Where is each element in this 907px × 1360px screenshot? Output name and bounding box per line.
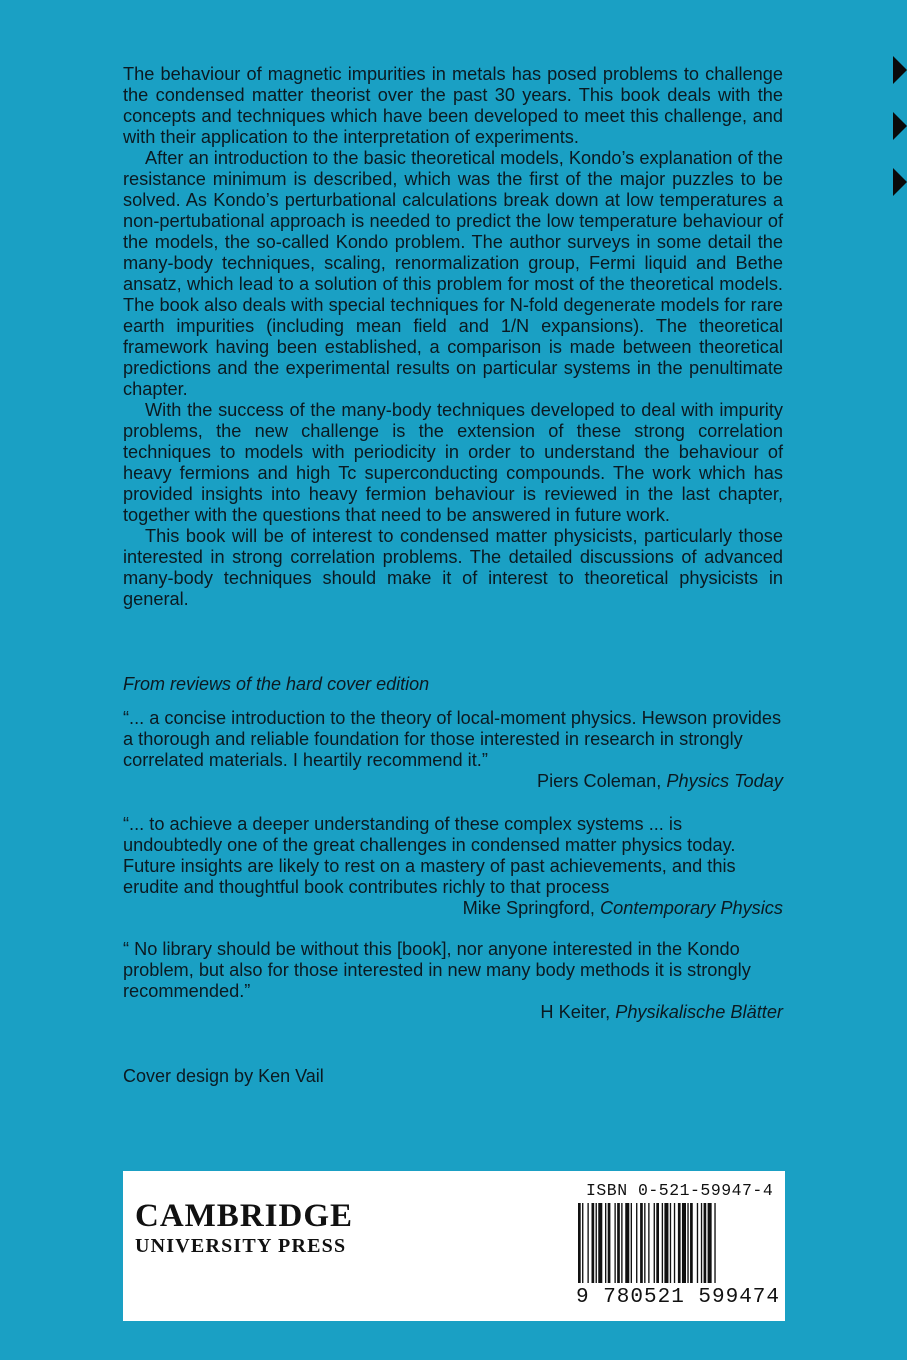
barcode-bar — [625, 1203, 629, 1295]
edge-markers — [887, 56, 907, 224]
barcode-bar — [704, 1203, 707, 1295]
barcode-bar — [678, 1203, 681, 1295]
barcode-bar — [631, 1203, 632, 1295]
review — [123, 708, 783, 792]
barcode-bar — [648, 1203, 649, 1295]
barcode-bar — [708, 1203, 712, 1295]
reviews-heading: From reviews of the hard cover edition — [123, 674, 430, 694]
barcode-bar — [608, 1203, 611, 1295]
description-paragraph: After an introduction to the basic theoretical models, Kondo’s explanation of the resistance minimum is described, which was the first of the major puzzles to be solved. As Kondo’s perturbational calculations break down at low temperatures a non-pertubational approach is needed to predict the low temperature behaviour of the models, the so-called Kondo problem. The author surveys in some detail the many-body techniques, scaling, renormalization group, Fermi liquid and Bethe ansatz, which lead to a solution of this problem for most of the theoretical models. The book also deals with special techniques for N-fold degenerate models for rare earth impurities (including mean field and 1/N expansions). The theoretical framework having been established, a comparison is made between theoretical predictions and the experimental results on particular systems in the penultimate chapter. — [123, 148, 783, 399]
barcode-bar — [674, 1203, 675, 1295]
review-quote: “... a concise introduction to the theory of local-moment physics. Hewson provides a thorough and reliable foundation for those interested in research in strongly correlated materials. I heartily recommend it.” — [123, 708, 782, 770]
review-attribution — [123, 898, 783, 919]
publisher-panel — [123, 1171, 785, 1321]
publisher-subname: UNIVERSITY PRESS — [135, 1235, 347, 1257]
barcode-number: 9 780521 599474 — [576, 1286, 781, 1307]
barcode-bar — [605, 1203, 606, 1295]
review-attribution — [123, 771, 783, 792]
review-attribution — [123, 1002, 783, 1023]
barcode-bar — [701, 1203, 702, 1295]
isbn-barcode — [576, 1203, 781, 1307]
barcode-bar — [670, 1203, 671, 1295]
review-author: Piers Coleman, — [537, 771, 662, 791]
barcode-bar — [636, 1203, 637, 1295]
barcode-bar — [582, 1203, 583, 1295]
barcode-bar — [697, 1203, 698, 1295]
review-source: Contemporary Physics — [600, 898, 783, 918]
description-paragraph: With the success of the many-body techniques developed to deal with impurity problems, the new challenge is the extension of these strong correlation techniques to models with periodicity in order to understand the behaviour of heavy fermions and high Tc superconducting compounds. The work which has provided insights into heavy fermion behaviour is reviewed in the last chapter, together with the questions that need to be answered in future work. — [123, 400, 783, 525]
barcode-bar — [614, 1203, 615, 1295]
barcode-bar — [596, 1203, 597, 1295]
book-description — [123, 64, 783, 610]
isbn-label: ISBN 0-521-59947-4 — [586, 1181, 774, 1200]
description-paragraph: This book will be of interest to condensed matter physicists, particularly those interested in strong correlation problems. The detailed discussions of advanced many-body techniques should make it of interest to theoretical physicists in general. — [123, 526, 783, 609]
edge-marker — [893, 168, 907, 196]
review-author: H Keiter, — [540, 1002, 611, 1022]
barcode-bar — [654, 1203, 655, 1295]
barcode-bar — [682, 1203, 686, 1295]
publisher-name: CAMBRIDGE — [135, 1198, 354, 1234]
barcode-bar — [644, 1203, 645, 1295]
barcode-bar — [656, 1203, 659, 1295]
barcode-bar — [598, 1203, 602, 1295]
review-source: Physics Today — [666, 771, 783, 791]
barcode-bar — [592, 1203, 595, 1295]
barcode-bar — [662, 1203, 663, 1295]
review-quote: “ No library should be without this [book], nor anyone interested in the Kondo problem, but also for those interested in new many body methods it is strongly recommended.” — [123, 939, 751, 1001]
barcode-bar — [690, 1203, 693, 1295]
barcode-bar — [587, 1203, 588, 1295]
barcode-bar — [714, 1203, 715, 1295]
publisher-logo — [135, 1199, 353, 1257]
barcode-bar — [664, 1203, 668, 1295]
barcode-bar — [621, 1203, 622, 1295]
barcode-graphic — [576, 1203, 781, 1307]
barcode-bar — [617, 1203, 620, 1295]
review-quote: “... to achieve a deeper understanding of these complex systems ... is undoubtedly one of the great challenges in condensed matter physics today. Future insights are likely to rest on a mastery of past achievements, and this erudite and thoughtful book contributes richly to that process — [123, 814, 736, 897]
edge-marker — [893, 56, 907, 84]
barcode-bar — [578, 1203, 581, 1295]
description-paragraph: The behaviour of magnetic impurities in metals has posed problems to challenge the condensed matter theorist over the past 30 years. This book deals with the concepts and techniques which have been developed to meet this challenge, and with their application to the interpretation of experiments. — [123, 64, 783, 147]
review-source: Physikalische Blätter — [615, 1002, 783, 1022]
barcode-bar — [640, 1203, 643, 1295]
review — [123, 939, 783, 1023]
barcode-bar — [687, 1203, 688, 1295]
review-author: Mike Springford, — [462, 898, 595, 918]
edge-marker — [893, 112, 907, 140]
cover-design-credit: Cover design by Ken Vail — [123, 1066, 324, 1086]
review — [123, 814, 783, 919]
